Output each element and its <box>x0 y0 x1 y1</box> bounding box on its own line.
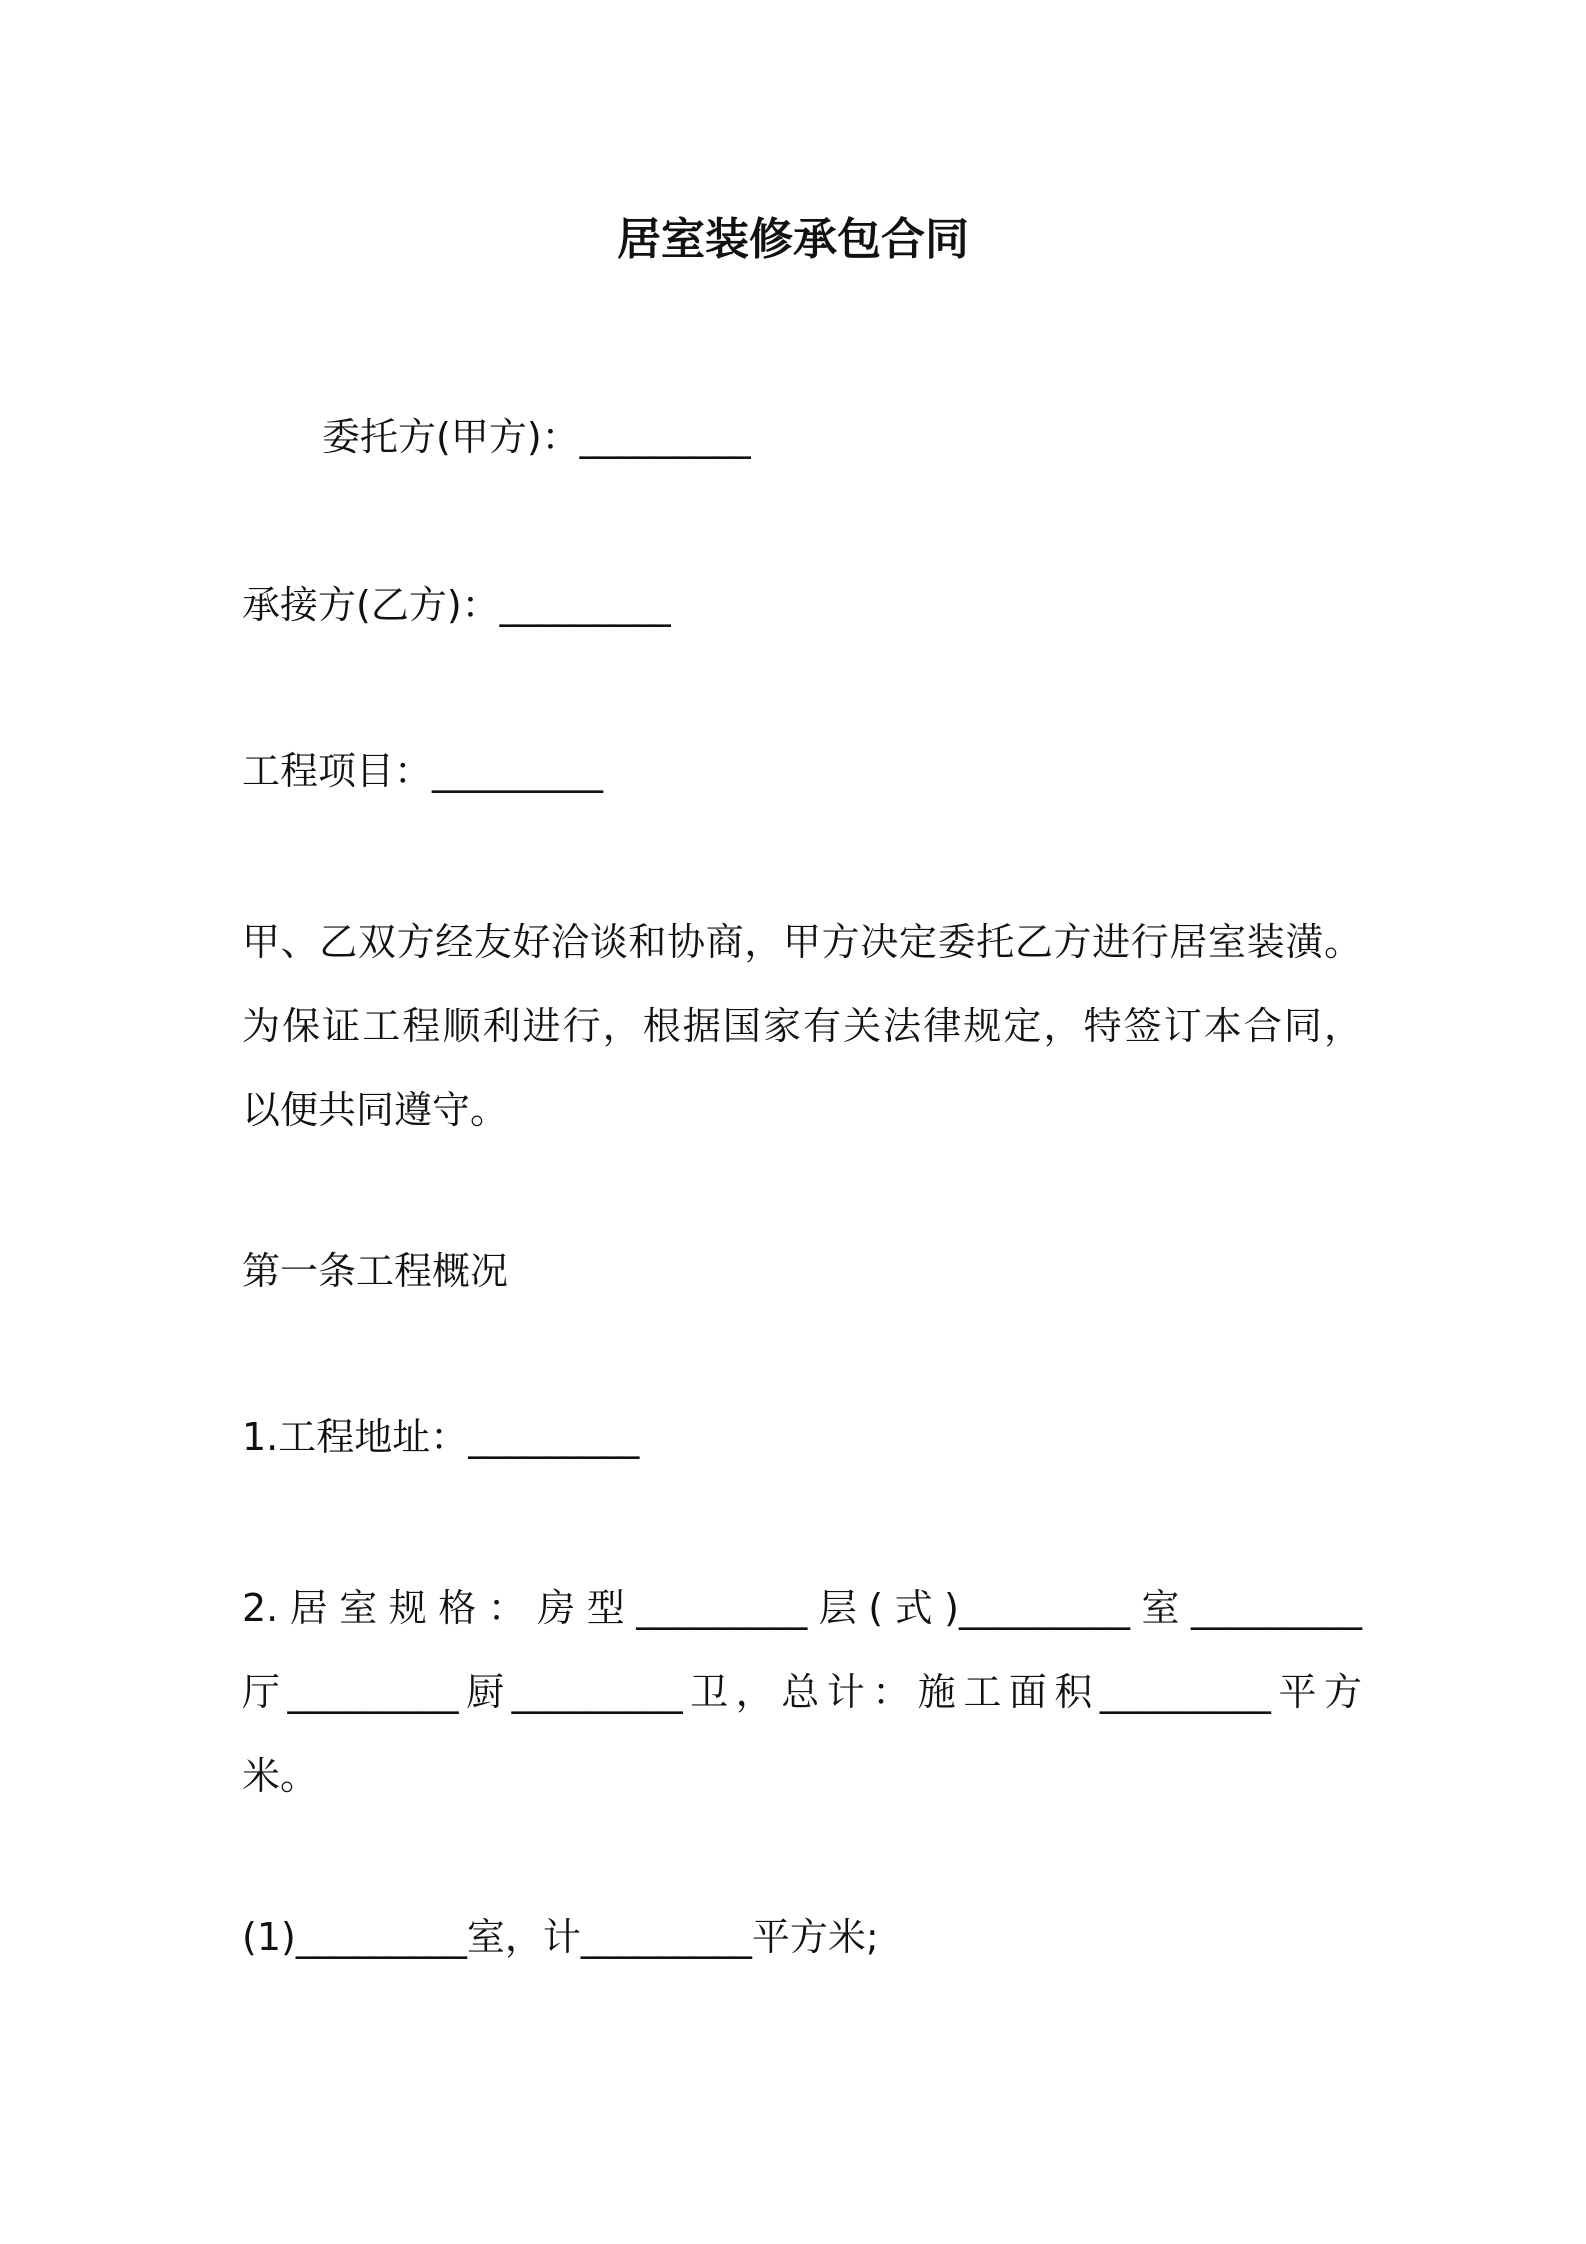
article-1-heading: 第一条工程概况 <box>242 1249 509 1293</box>
contractor-party-line: 承接方(乙方)：_________ <box>242 583 671 627</box>
spec-line-1: 2.居室规格：房型_________层(式)_________室_________ <box>242 1586 1362 1630</box>
spec-paragraph <box>242 1566 1362 1818</box>
client-party-line: 委托方(甲方)：_________ <box>322 415 751 459</box>
project-line: 工程项目：_________ <box>242 749 604 793</box>
intro-paragraph <box>242 900 1362 1152</box>
intro-line-1: 甲、乙双方经友好洽谈和协商，甲方决定委托乙方进行居室装潢。 <box>242 920 1362 964</box>
spec-line-3: 米。 <box>242 1754 319 1798</box>
room-1-line: (1)_________室，计_________平方米; <box>242 1915 879 1959</box>
intro-line-3: 以便共同遵守。 <box>242 1088 509 1132</box>
spec-line-2: 厅_________厨_________卫，总计：施工面积_________平方 <box>242 1670 1362 1714</box>
document-title: 居室装修承包合同 <box>617 214 969 265</box>
intro-line-2: 为保证工程顺利进行，根据国家有关法律规定，特签订本合同， <box>242 1004 1362 1048</box>
address-line: 1.工程地址：_________ <box>242 1415 640 1459</box>
